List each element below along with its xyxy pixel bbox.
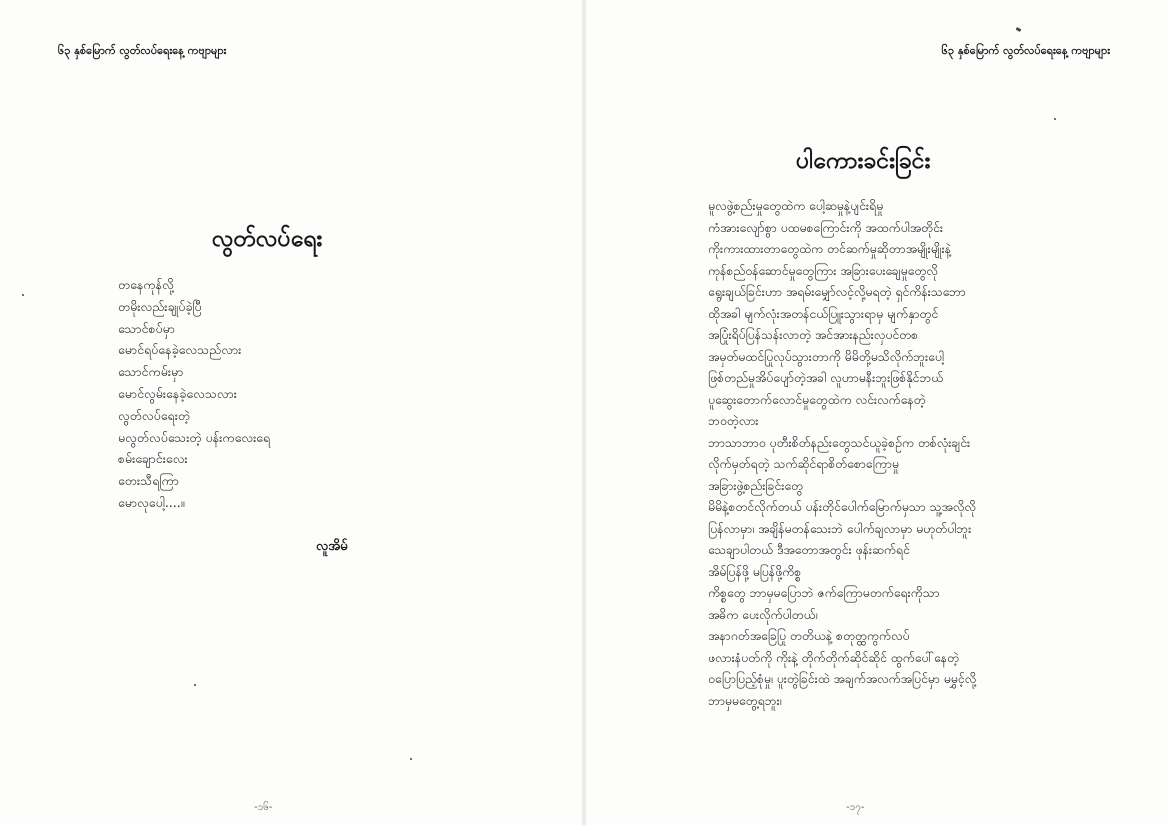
page-number: -၁၇- — [846, 802, 865, 813]
poem-line: မိမိနဲ့စတင်လိုက်တယ် ပန်းတိုင်ပေါက်မြောက်မှသာ သူ့အလိုလို — [708, 500, 976, 514]
right-page — [584, 0, 1168, 825]
poem-line: ဝပြောပြည့်စုံမှု၊ ပူးတွဲခြင်းထဲ အချက်အလက်အပြင်မှာ မမွှင့်လို့ — [708, 672, 977, 686]
poem-line: ကုန်စည်ဝန်ဆောင်မှုတွေကြား အခြားပေးချေမှုတွေလို — [708, 263, 938, 278]
poem-author: လူအိမ် — [316, 539, 348, 554]
paper-speck — [22, 294, 24, 296]
poem-line: မောလုပေါ့....။ — [118, 494, 185, 510]
paper-speck — [194, 684, 196, 686]
poem-line: မောင်လွမ်းနေခဲ့လေသလား — [118, 385, 237, 401]
poem-line: ကိစ္စတွေ ဘာမှမပြောဘဲ ဇက်ကြောမတက်ရေးကိုသာ — [708, 586, 940, 600]
poem-body — [118, 274, 270, 514]
poem-line: အနာဂတ်အခြေပြု တတိယနဲ့ စတုတ္ထကွက်လပ် — [708, 629, 910, 643]
poem-line: ဘဝတဲ့လား — [708, 414, 759, 428]
poem-line: ရွေးချယ်ခြင်းဟာ အရမ်းမျှော်လင့်လို့မရတဲ့ ရှင်ကိန်းသဘော — [708, 285, 966, 299]
poem-line: သေချာပါတယ် ဒီအတောအတွင်း ဖုန်းဆက်ရင် — [708, 543, 910, 557]
poem-line: ဘာမှမတွေ့ရဘူး၊ — [708, 693, 782, 708]
poem-line: သောင်စပ်မှာ — [118, 320, 175, 336]
poem-line: လိုက်မှတ်ရတဲ့ သက်ဆိုင်ရာစိတ်စောကြောမှု — [708, 457, 899, 471]
poem-line: အပြုံးရိပ်ပြန်သန်းလာတဲ့ အင်အားနည်းလှပင်တစ — [708, 328, 919, 342]
poem-line: မလွတ်လပ်သေးတဲ့ ပန်းကလေးရေ — [118, 429, 271, 445]
poem-line: တမိုးလည်းချုပ်ခဲ့ပြီ — [118, 298, 202, 314]
poem-line: တေးသီရကြာ — [118, 473, 179, 489]
poem-line: မူလဖွဲ့စည်းမှုတွေထဲက ပေါ့ဆမှုနဲ့ပျင်းရိမှု — [708, 199, 884, 213]
poem-line: စမ်းချောင်းလေး — [118, 451, 188, 467]
poem-line: ပြန်လာမှာ၊ အချိန်မတန်သေးဘဲ ပေါက်ချလာမှာ မဟုတ်ပါဘူး — [708, 521, 972, 536]
poem-line: ကံအားလျော်စွာ ပထမစကြောင်းကို အထက်ပါအတိုင်း — [708, 220, 943, 235]
poem-line: ပူဆွေးတောက်လောင်မှုတွေထဲက လင်းလက်နေတဲ့ — [708, 392, 926, 407]
poem-line: အမှတ်မထင်ပြုလုပ်သွားတာကို မိမိတို့မသိလိုက်ဘူးပေါ့ — [708, 349, 944, 364]
poem-line: အိမ်ပြန်ဖို့ မပြန်ဖို့ကိစ္စ — [708, 564, 802, 579]
poem-body — [708, 196, 1148, 712]
paper-speck — [1054, 118, 1056, 120]
poem-line: သောင်ကမ်းမှာ — [118, 364, 184, 380]
poem-line: ဖလားနံပတ်ကို ကိုးနဲ့ တိုက်တိုက်ဆိုင်ဆိုင် ထွက်ပေါ်နေတဲ့ — [708, 650, 959, 665]
poem-title: ပါကေားခင်းခြင်း — [796, 148, 931, 174]
page-number: -၁၆- — [254, 802, 273, 813]
paper-speck — [1016, 27, 1022, 32]
poem-line: အဓိက ပေးလိုက်ပါတယ်၊ — [708, 607, 818, 622]
poem-line: ဖြစ်တည်မှုအိပ်ပျော်တဲ့အခါ လူဟာမနီးဘူးဖြစ်နိုင်ဘယ် — [708, 371, 944, 385]
poem-title: လွတ်လပ်ရေး — [212, 226, 323, 252]
poem-line: မောင်ရပ်နေခဲ့လေသည်လား — [118, 342, 242, 358]
poem-line: ထိုအခါ မျက်လုံးအတန်ငယ်ပြူးသွားရာမှ မျက်နှာတွင် — [708, 306, 939, 321]
running-header: ၆၃ နှစ်မြောက် လွတ်လပ်ရေးနေ့ ကဗျာများ — [58, 44, 227, 57]
poem-line: အခြားဖွဲ့စည်းခြင်းတွေ — [708, 478, 803, 493]
paper-speck — [410, 758, 412, 760]
poem-line: ကိုးကားထားတာတွေထဲက တင်ဆက်မှုဆိုတာအမျိုးမျိုးနဲ့ — [708, 242, 951, 256]
poem-line: လွတ်လပ်ရေးတဲ့ — [118, 407, 191, 423]
poem-line: ဘာသာဘာဝ ပုတီးစိတ်နည်းတွေသင်ယူခဲ့စဉ်က တစ်လုံးချင်း — [708, 435, 971, 450]
poem-line: တနေကုန်လို့ — [118, 277, 174, 292]
running-header: ၆၃ နှစ်မြောက် လွတ်လပ်ရေးနေ့ ကဗျာများ — [941, 44, 1110, 57]
